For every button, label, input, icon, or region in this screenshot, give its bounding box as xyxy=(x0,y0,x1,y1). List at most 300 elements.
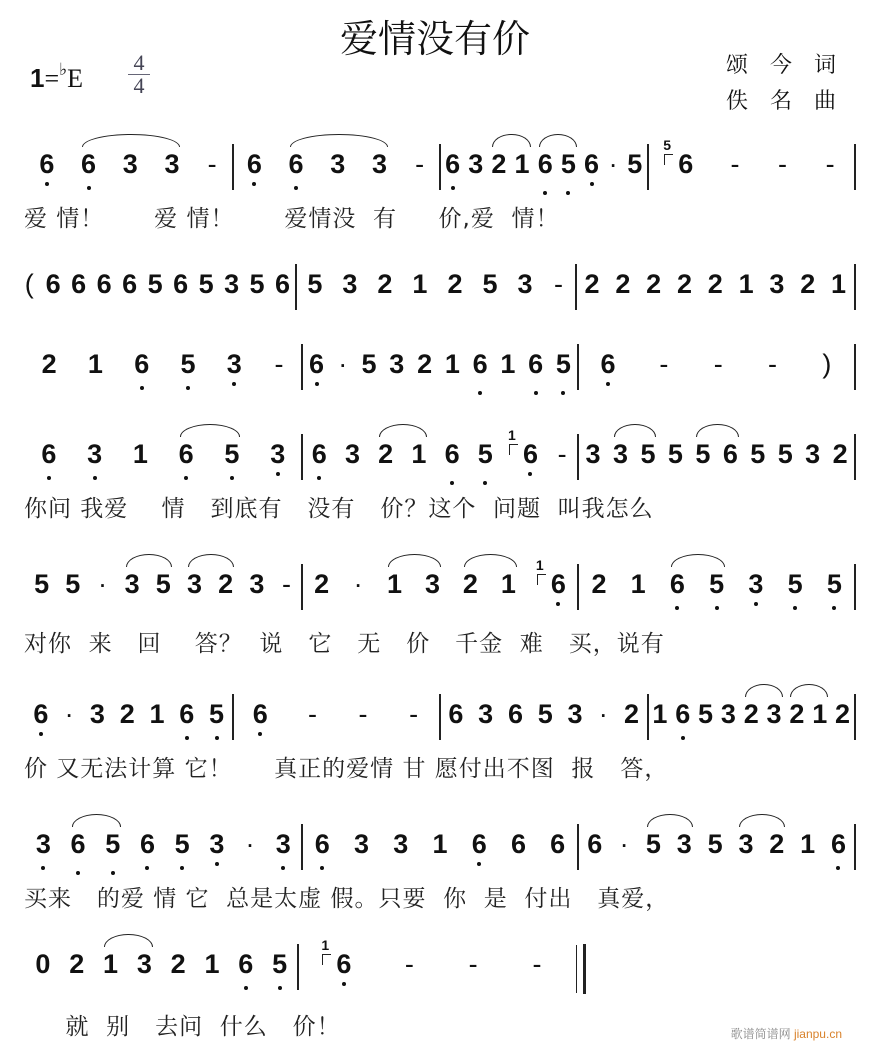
staff-line-3 xyxy=(26,348,856,408)
grace-note: 1 xyxy=(321,937,330,953)
note: 3 xyxy=(164,149,180,179)
slur xyxy=(492,134,530,147)
note: 5 xyxy=(31,568,52,600)
grace-note: 1 xyxy=(535,557,544,573)
extension-dash: - xyxy=(274,349,284,379)
note: 6 xyxy=(445,698,466,730)
note: 6 xyxy=(508,828,529,860)
slur xyxy=(126,554,172,567)
dot-mark: · xyxy=(64,699,74,729)
note: 5 xyxy=(359,348,380,380)
note: 3 xyxy=(517,269,533,299)
note: 6 xyxy=(275,269,291,299)
slur xyxy=(739,814,785,827)
measure xyxy=(26,568,301,628)
note: 5 xyxy=(706,568,727,600)
slur xyxy=(671,554,725,567)
extension-dash: - xyxy=(282,569,292,599)
low-octave-dot xyxy=(180,866,184,870)
note: 6 xyxy=(176,698,197,730)
extension-dash: - xyxy=(557,439,567,469)
note: 1 xyxy=(429,828,450,860)
measure xyxy=(26,148,232,208)
note: 2 xyxy=(414,348,435,380)
note: 6 xyxy=(442,148,463,180)
note: 2 xyxy=(488,148,509,180)
note: 2 xyxy=(314,569,330,599)
staff-line-8 xyxy=(26,937,586,1008)
low-octave-dot xyxy=(41,866,45,870)
measure xyxy=(26,438,301,498)
extension-dash: - xyxy=(468,949,478,979)
low-octave-dot xyxy=(45,182,49,186)
low-octave-dot xyxy=(258,732,262,736)
note: 6 xyxy=(505,698,526,730)
low-octave-dot xyxy=(715,606,719,610)
low-octave-dot xyxy=(606,382,610,386)
extension-dash: - xyxy=(207,149,217,179)
extension-dash: - xyxy=(409,699,419,729)
low-octave-dot xyxy=(675,606,679,610)
lyric-line-5: 对你 来 回 答？ 说 它 无 价 千金 难 买，说有 xyxy=(24,631,665,657)
low-octave-dot xyxy=(111,871,115,875)
time-top: 4 xyxy=(128,52,150,75)
measure xyxy=(579,568,854,628)
note: 6 xyxy=(525,348,546,380)
flat-sign: ♭ xyxy=(59,60,68,79)
note: 5 xyxy=(643,828,664,860)
barline xyxy=(854,344,856,390)
note: 2 xyxy=(168,948,189,980)
note: 1 xyxy=(512,148,533,180)
note: 5 xyxy=(775,438,796,470)
note: 3 xyxy=(766,268,787,300)
note: 5 xyxy=(558,148,579,180)
note: 3 xyxy=(273,828,294,860)
low-octave-dot xyxy=(244,986,248,990)
low-octave-dot xyxy=(140,386,144,390)
staff-line-1 xyxy=(26,137,856,208)
time-bottom: 4 xyxy=(133,73,145,98)
measure xyxy=(26,828,301,888)
note: 6 xyxy=(667,568,688,600)
note: 6 xyxy=(469,828,490,860)
note: 1 xyxy=(498,568,519,600)
note: 1 xyxy=(649,698,670,730)
note: 5 xyxy=(785,568,806,600)
low-octave-dot xyxy=(281,866,285,870)
note: 6 xyxy=(131,348,152,380)
low-octave-dot xyxy=(754,602,758,606)
measure xyxy=(303,348,578,408)
note: 1 xyxy=(442,348,463,380)
note: 5 xyxy=(172,828,193,860)
dot-mark: · xyxy=(97,569,107,599)
note: 1 xyxy=(146,698,167,730)
low-octave-dot xyxy=(294,186,298,190)
barline xyxy=(854,434,856,480)
note: 6 xyxy=(137,828,158,860)
note: 5 xyxy=(62,568,83,600)
extension-dash: - xyxy=(404,949,414,979)
watermark-url: jianpu.cn xyxy=(793,1027,842,1041)
note: 3 xyxy=(342,438,363,470)
note: 5 xyxy=(479,268,500,300)
note: 1 xyxy=(736,268,757,300)
note: 2 xyxy=(39,348,60,380)
low-octave-dot xyxy=(252,182,256,186)
low-octave-dot xyxy=(832,606,836,610)
note: 3 xyxy=(465,148,486,180)
note: 5 xyxy=(553,348,574,380)
note: 6 xyxy=(470,348,491,380)
note: 3 xyxy=(249,569,265,599)
note: 6 xyxy=(68,828,89,860)
low-octave-dot xyxy=(451,186,455,190)
note: 2 xyxy=(643,268,664,300)
note: 1 xyxy=(409,268,430,300)
note: 3 xyxy=(567,699,583,729)
note: 2 xyxy=(117,698,138,730)
measure xyxy=(26,348,301,408)
note: 5 xyxy=(824,568,845,600)
note: 6 xyxy=(720,438,741,470)
note: 6 xyxy=(828,828,849,860)
note: 3 xyxy=(122,568,143,600)
watermark xyxy=(731,1025,842,1042)
note: 6 xyxy=(250,698,271,730)
low-octave-dot xyxy=(276,472,280,476)
note: 5 xyxy=(221,438,242,470)
extension-dash: - xyxy=(825,149,835,179)
note: 3 xyxy=(351,828,372,860)
low-octave-dot xyxy=(590,182,594,186)
note: 6 xyxy=(43,268,64,300)
dot-mark: · xyxy=(338,349,348,379)
note: 3 xyxy=(610,438,631,470)
note: 6 xyxy=(176,438,197,470)
measure xyxy=(303,557,578,628)
measure xyxy=(579,348,854,408)
low-octave-dot xyxy=(145,866,149,870)
note: 6 1 xyxy=(548,568,569,600)
note: 6 xyxy=(442,438,463,470)
extension-dash: - xyxy=(713,349,723,379)
extension-dash: - xyxy=(778,149,788,179)
measure xyxy=(299,937,570,1008)
low-octave-dot xyxy=(185,736,189,740)
measure xyxy=(303,828,578,888)
note: 5 xyxy=(269,948,290,980)
note: 3 xyxy=(327,148,348,180)
barline xyxy=(854,144,856,190)
note: 6 xyxy=(535,148,556,180)
low-octave-dot xyxy=(478,391,482,395)
slur xyxy=(464,554,517,567)
note: 1 xyxy=(797,828,818,860)
note: 2 xyxy=(215,568,236,600)
note: 1 xyxy=(85,348,106,380)
note: 5 xyxy=(692,438,713,470)
note: 3 xyxy=(802,438,823,470)
note: 6 xyxy=(119,268,140,300)
composer-credit: 佚名曲 xyxy=(725,89,858,114)
note: 5 xyxy=(153,568,174,600)
low-octave-dot xyxy=(232,382,236,386)
lyric-line-6: 价 又无法计算 它！ 真正的爱情 甘 愿付出不图 报 答， xyxy=(24,756,669,782)
note: 5 xyxy=(304,268,325,300)
note: 3 xyxy=(745,568,766,600)
note: 1 xyxy=(384,568,405,600)
note: 1 xyxy=(201,948,222,980)
note: 2 xyxy=(588,568,609,600)
note: 6 xyxy=(170,268,191,300)
note: 2 xyxy=(582,268,603,300)
measure xyxy=(18,268,295,328)
dot-mark: · xyxy=(353,569,363,599)
slur xyxy=(104,934,153,947)
measure xyxy=(579,828,854,888)
song-title: 爱情没有价 xyxy=(339,17,530,61)
low-octave-dot xyxy=(87,186,91,190)
grace-note: 1 xyxy=(507,427,516,443)
note: 3 xyxy=(386,348,407,380)
note: 3 xyxy=(267,438,288,470)
measure xyxy=(234,698,440,758)
note: 2 xyxy=(797,268,818,300)
note: 6 xyxy=(38,438,59,470)
lyricist-credit: 颂今词 xyxy=(725,53,858,78)
measure xyxy=(26,948,297,1008)
slur xyxy=(696,424,738,437)
note: 6 5 xyxy=(663,137,694,179)
note: 1 xyxy=(497,348,518,380)
note: 5 xyxy=(665,438,686,470)
measure xyxy=(26,698,232,758)
slur xyxy=(290,134,388,147)
note: 6 xyxy=(235,948,256,980)
final-barline xyxy=(583,944,586,994)
note: 6 xyxy=(672,698,693,730)
note: 5 xyxy=(705,828,726,860)
extension-dash: - xyxy=(554,269,564,299)
grace-note: 5 xyxy=(663,137,672,153)
low-octave-dot xyxy=(184,476,188,480)
extension-dash: - xyxy=(358,699,368,729)
low-octave-dot xyxy=(681,736,685,740)
note: 2 xyxy=(374,268,395,300)
dot-mark: · xyxy=(619,829,629,859)
note: 2 xyxy=(674,268,695,300)
dot-mark: · xyxy=(245,829,255,859)
note: 6 xyxy=(547,828,568,860)
note: 2 xyxy=(766,828,787,860)
measure xyxy=(579,438,854,498)
low-octave-dot xyxy=(534,391,538,395)
note: 6 xyxy=(309,438,330,470)
low-octave-dot xyxy=(793,606,797,610)
note: 3 xyxy=(224,348,245,380)
watermark-cn: 歌谱简谱网 xyxy=(730,1027,791,1041)
note: 2 xyxy=(741,698,762,730)
low-octave-dot xyxy=(528,472,532,476)
barline xyxy=(854,824,856,870)
note: 5 xyxy=(475,438,496,470)
low-octave-dot xyxy=(477,862,481,866)
note: 3 xyxy=(184,568,205,600)
note: 2 xyxy=(830,438,851,470)
low-octave-dot xyxy=(483,481,487,485)
slur xyxy=(790,684,828,697)
note: 3 xyxy=(422,568,443,600)
note: 2 xyxy=(460,568,481,600)
extension-dash: - xyxy=(768,349,778,379)
slur xyxy=(539,134,577,147)
low-octave-dot xyxy=(230,476,234,480)
low-octave-dot xyxy=(561,391,565,395)
lyric-line-7: 买来 的爱 情 它 总是太虚 假。只要 你 是 付出 真爱， xyxy=(24,886,670,912)
note: 3 xyxy=(475,698,496,730)
staff-line-7 xyxy=(26,828,856,888)
note: 6 1 xyxy=(520,438,541,470)
note: 2 xyxy=(444,268,465,300)
low-octave-dot xyxy=(317,476,321,480)
measure xyxy=(303,427,578,498)
note: 1 xyxy=(408,438,429,470)
note: 6 xyxy=(598,348,619,380)
low-octave-dot xyxy=(186,386,190,390)
key-one: 1 xyxy=(30,63,45,93)
note: 5 xyxy=(206,698,227,730)
note: 6 xyxy=(244,148,265,180)
slur xyxy=(188,554,234,567)
measure xyxy=(577,268,854,328)
note: 1 xyxy=(100,948,121,980)
note: 3 xyxy=(221,268,242,300)
note: 3 xyxy=(735,828,756,860)
measure xyxy=(234,148,440,208)
dot-mark: · xyxy=(608,149,618,179)
low-octave-dot xyxy=(342,982,346,986)
low-octave-dot xyxy=(543,191,547,195)
note: 5 xyxy=(145,268,166,300)
note: 5 xyxy=(624,148,645,180)
slur xyxy=(614,424,656,437)
note: 5 xyxy=(196,268,217,300)
note: 1 xyxy=(628,568,649,600)
note: 3 xyxy=(87,698,108,730)
note: 6 xyxy=(78,148,99,180)
note: 3 xyxy=(764,698,785,730)
low-octave-dot xyxy=(215,736,219,740)
measure xyxy=(297,268,574,328)
note: 5 xyxy=(102,828,123,860)
note: 6 xyxy=(30,698,51,730)
note: 3 xyxy=(583,438,604,470)
note: 6 xyxy=(68,268,89,300)
slur xyxy=(745,684,783,697)
note: 6 xyxy=(286,148,307,180)
note: 2 xyxy=(835,699,851,729)
note: 3 xyxy=(84,438,105,470)
note: 6 xyxy=(312,828,333,860)
slur xyxy=(379,424,427,437)
note: 2 xyxy=(786,698,807,730)
staff-line-5 xyxy=(26,557,856,628)
parenthesis: ) xyxy=(822,349,832,379)
staff-line-6 xyxy=(26,698,856,758)
note: 2 xyxy=(69,949,85,979)
note: 1 xyxy=(809,698,830,730)
note: 5 xyxy=(695,698,716,730)
note: 6 xyxy=(306,348,327,380)
low-octave-dot xyxy=(278,986,282,990)
low-octave-dot xyxy=(556,602,560,606)
note: 3 xyxy=(33,828,54,860)
slur xyxy=(647,814,693,827)
note: 3 xyxy=(339,268,360,300)
extension-dash: - xyxy=(730,149,740,179)
low-octave-dot xyxy=(315,382,319,386)
low-octave-dot xyxy=(450,481,454,485)
slur xyxy=(388,554,441,567)
parenthesis: ( xyxy=(24,269,34,299)
lyric-line-1: 爱 情！ 爱 情！ 爱情没 有 价,爱 情！ xyxy=(24,206,560,232)
time-signature xyxy=(128,52,150,97)
low-octave-dot xyxy=(215,862,219,866)
note: 3 xyxy=(206,828,227,860)
low-octave-dot xyxy=(93,476,97,480)
low-octave-dot xyxy=(566,191,570,195)
low-octave-dot xyxy=(76,871,80,875)
note: 3 xyxy=(390,828,411,860)
note: 5 xyxy=(535,698,556,730)
extension-dash: - xyxy=(307,699,317,729)
low-octave-dot xyxy=(39,732,43,736)
note: 6 xyxy=(36,148,57,180)
low-octave-dot xyxy=(47,476,51,480)
note: 5 xyxy=(177,348,198,380)
note: 6 1 xyxy=(333,948,354,980)
note: 6 xyxy=(94,268,115,300)
barline xyxy=(854,694,856,740)
measure xyxy=(649,698,855,758)
note: 5 xyxy=(637,438,658,470)
note: 5 xyxy=(247,268,268,300)
measure xyxy=(441,148,647,208)
note: 1 xyxy=(828,268,849,300)
measure xyxy=(441,698,647,758)
measure xyxy=(649,137,855,208)
lyric-line-4: 你问 我爱 情 到底有 没有 价？这个 问题 叫我怎么 xyxy=(24,496,654,522)
key-signature xyxy=(30,60,83,94)
note: 2 xyxy=(612,268,633,300)
note: 2 xyxy=(705,268,726,300)
note: 3 xyxy=(371,149,387,179)
lyric-line-8: 就 别 去问 什么 价！ xyxy=(24,1014,341,1040)
note: 2 xyxy=(375,438,396,470)
note: 3 xyxy=(120,148,141,180)
extension-dash: - xyxy=(532,949,542,979)
key-equals: = xyxy=(44,64,60,93)
note: 1 xyxy=(132,439,148,469)
note: 6 xyxy=(587,829,603,859)
note: 3 xyxy=(674,828,695,860)
low-octave-dot xyxy=(320,866,324,870)
staff-line-4 xyxy=(26,427,856,498)
note: 0 xyxy=(32,948,53,980)
barline xyxy=(854,564,856,610)
